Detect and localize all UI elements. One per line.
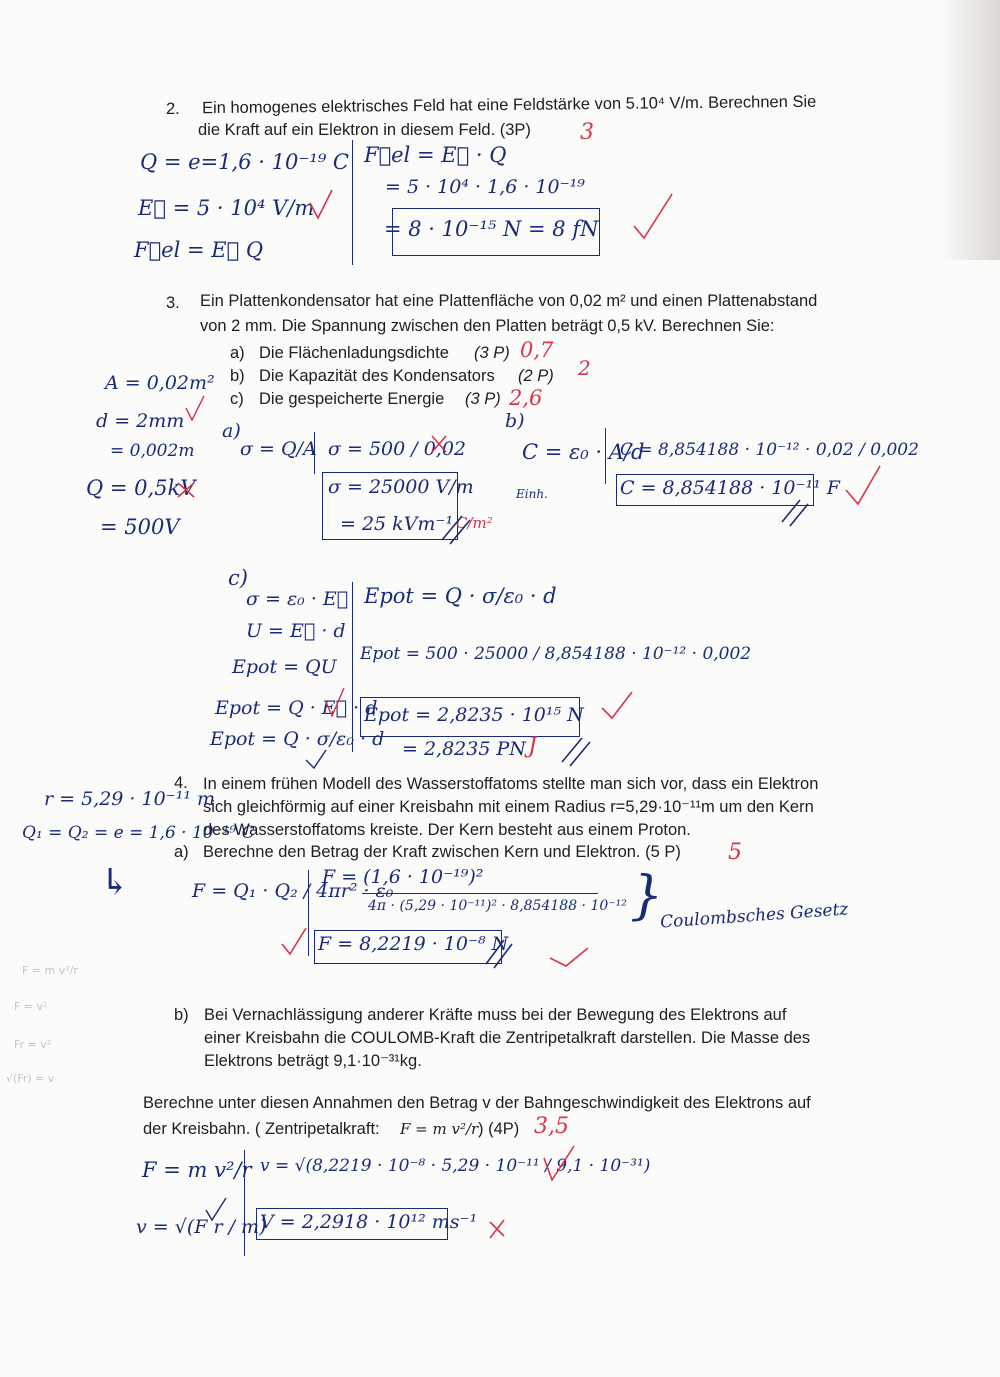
double-stroke-icon bbox=[782, 500, 808, 526]
q3-item-a-points: (3 P) bbox=[474, 344, 510, 362]
cross-icon bbox=[490, 1220, 504, 1238]
q3-given-area: A = 0,02m² bbox=[105, 372, 215, 394]
q4-result: F = 8,2219 · 10⁻⁸ N bbox=[318, 933, 509, 955]
q4-arrow: ↳ bbox=[100, 862, 131, 903]
cross-icon bbox=[178, 483, 194, 497]
q4-text-line3: des Wasserstoffatoms kreiste. Der Kern besteht aus einem Proton. bbox=[203, 821, 691, 839]
q2-given-q: Q = e=1,6 · 10⁻¹⁹ C bbox=[140, 150, 349, 174]
margin-faint-1: F = m v²/r bbox=[22, 964, 78, 977]
q3-item-a-letter: a) bbox=[230, 344, 245, 362]
q2-given-f: F⃗el = E⃗ Q bbox=[134, 238, 264, 262]
cross-icon bbox=[432, 436, 446, 452]
q4-v-calc: v = √(8,2219 · 10⁻⁸ · 5,29 · 10⁻¹¹ / 9,1 · 10⁻³¹) bbox=[260, 1156, 651, 1176]
q4-a-score: 5 bbox=[728, 840, 742, 865]
q3-item-a-score: 0,7 bbox=[520, 338, 554, 362]
q3-c-right-1: Epot = Q · σ/ε₀ · d bbox=[364, 584, 557, 608]
checkmark-icon bbox=[846, 466, 880, 504]
q3-b-unit-check: Einh. bbox=[516, 487, 548, 501]
q4-c-line2b: ) (4P) bbox=[478, 1120, 520, 1138]
q4-given-radius: r = 5,29 · 10⁻¹¹ m bbox=[44, 788, 215, 810]
q3-a-formula: σ = Q/A bbox=[240, 438, 317, 460]
q3-item-b-text: Die Kapazität des Kondensators bbox=[259, 367, 495, 385]
q4-formula: F = Q₁ · Q₂ / 4πr² · ε₀ bbox=[192, 880, 394, 902]
margin-faint-4: √(Fr) = v bbox=[6, 1072, 55, 1085]
q2-score: 3 bbox=[580, 120, 594, 145]
checkmark-icon bbox=[550, 948, 588, 966]
margin-faint-3: Fr = v² bbox=[14, 1038, 52, 1051]
q3-a-label: a) bbox=[222, 420, 241, 442]
checkmark-icon bbox=[306, 750, 326, 768]
q2-calc-1: F⃗el = E⃗ · Q bbox=[364, 143, 507, 167]
q4-v-left-2: v = √(F r / m) bbox=[136, 1216, 267, 1238]
q4-given-charges: Q₁ = Q₂ = e = 1,6 · 10⁻¹⁹ C bbox=[22, 823, 255, 843]
q4-c-score: 3,5 bbox=[534, 1114, 569, 1139]
checkmark-icon bbox=[634, 194, 672, 238]
q4-a-letter: a) bbox=[174, 843, 189, 861]
q3-text-line1: Ein Plattenkondensator hat eine Plattenfläche von 0,02 m² und einen Plattenabstand bbox=[200, 292, 818, 310]
double-stroke-icon bbox=[486, 940, 512, 968]
q3-item-a-text: Die Flächenladungsdichte bbox=[259, 344, 449, 362]
checkmark-icon bbox=[326, 688, 344, 716]
q3-given-voltage: Q = 0,5kV bbox=[86, 476, 196, 500]
q4-brace: } bbox=[630, 866, 664, 926]
checkmark-icon bbox=[186, 396, 204, 420]
q4-b-line2: einer Kreisbahn die COULOMB-Kraft die Zentripetalkraft darstellen. Die Masse des bbox=[204, 1029, 811, 1047]
q3-item-c-letter: c) bbox=[230, 390, 244, 408]
q4-text-line1: In einem frühen Modell des Wasserstoffatoms stellte man sich vor, dass ein Elektron bbox=[203, 775, 819, 793]
q4-c-line2a: der Kreisbahn. ( Zentripetalkraft: bbox=[143, 1120, 380, 1138]
q3-b-label: b) bbox=[505, 410, 525, 432]
q3-item-c-text: Die gespeicherte Energie bbox=[259, 390, 445, 408]
checkmark-icon bbox=[310, 190, 332, 218]
q4-c-line1: Berechne unter diesen Annahmen den Betrag v der Bahngeschwindigkeit des Elektrons auf bbox=[143, 1094, 811, 1112]
q3-given-distance-m: = 0,002m bbox=[110, 441, 195, 461]
q4-b-line1: Bei Vernachlässigung anderer Kräfte muss bei der Bewegung des Elektrons auf bbox=[204, 1006, 787, 1024]
q4-note: Coulombsches Gesetz bbox=[659, 899, 849, 933]
q3-c-result2: = 2,8235 PN bbox=[402, 738, 526, 760]
q3-number: 3. bbox=[166, 294, 180, 312]
q2-given-e: E⃗ = 5 · 10⁴ V/m bbox=[138, 196, 315, 220]
checkmark-icon bbox=[602, 692, 632, 718]
q3-c-left-1: σ = ε₀ · E⃗ bbox=[246, 588, 349, 610]
q2-text-line2: die Kraft auf ein Elektron in diesem Feld. (3P) bbox=[198, 121, 531, 139]
q3-given-voltage-v: = 500V bbox=[100, 515, 180, 539]
q3-c-left-5: Epot = Q · σ/ε₀ · d bbox=[210, 728, 385, 750]
q4-v-result: V = 2,2918 · 10¹² ms⁻¹ bbox=[260, 1211, 478, 1233]
q3-a-calc: σ = 500 / 0,02 bbox=[328, 438, 467, 460]
q3-c-left-2: U = E⃗ · d bbox=[246, 620, 346, 642]
q3-c-correction: J bbox=[528, 734, 537, 759]
q3-given-distance: d = 2mm bbox=[96, 410, 185, 432]
q2-result: = 8 · 10⁻¹⁵ N = 8 fN bbox=[384, 217, 599, 241]
q3-b-result: C = 8,854188 · 10⁻¹¹ F bbox=[620, 477, 840, 499]
q4-a-text: Berechne den Betrag der Kraft zwischen Kern und Elektron. (5 P) bbox=[203, 843, 681, 861]
q3-item-b-points: (2 P) bbox=[518, 367, 554, 385]
q4-v-left-1: F = m v²/r bbox=[142, 1158, 252, 1182]
q3-a-result2: = 25 kVm⁻¹ bbox=[340, 513, 454, 535]
q3-c-label: c) bbox=[228, 566, 248, 590]
q3-b-calc: C = 8,854188 · 10⁻¹² · 0,02 / 0,002 bbox=[620, 440, 919, 460]
q4-b-line3: Elektrons beträgt 9,1·10⁻³¹kg. bbox=[204, 1052, 422, 1070]
q3-a-result1: σ = 25000 V/m bbox=[328, 476, 474, 498]
q3-b-formula: C = ε₀ · A/d bbox=[522, 440, 645, 464]
q3-item-b-letter: b) bbox=[230, 367, 245, 385]
q3-c-left-4: Epot = Q · E⃗ · d bbox=[215, 697, 378, 719]
q3-item-b-score: 2 bbox=[578, 356, 591, 380]
q2-number: 2. bbox=[166, 100, 180, 118]
q3-c-left-3: Epot = QU bbox=[232, 656, 337, 678]
q4-calc-numerator: F = (1,6 · 10⁻¹⁹)² bbox=[322, 866, 484, 888]
q3-item-c-points: (3 P) bbox=[465, 390, 501, 408]
double-stroke-icon bbox=[442, 516, 470, 544]
q3-c-result1: Epot = 2,8235 · 10¹⁵ N bbox=[364, 704, 584, 726]
checkmark-icon bbox=[282, 928, 306, 954]
q2-calc-2: = 5 · 10⁴ · 1,6 · 10⁻¹⁹ bbox=[385, 176, 585, 198]
q4-number: 4. bbox=[174, 774, 188, 792]
checkmark-icon bbox=[206, 1198, 226, 1220]
checkmark-icon bbox=[544, 1146, 574, 1180]
q4-b-letter: b) bbox=[174, 1006, 189, 1024]
q3-item-c-score: 2,6 bbox=[509, 386, 543, 410]
double-stroke-icon bbox=[562, 738, 590, 766]
q3-a-correction: C/m² bbox=[456, 514, 493, 532]
q2-text-line1: Ein homogenes elektrisches Feld hat eine Feldstärke von 5.10⁴ V/m. Berechnen Sie bbox=[201, 92, 817, 118]
q4-calc-denominator: 4π · (5,29 · 10⁻¹¹)² · 8,854188 · 10⁻¹² bbox=[368, 898, 627, 914]
q3-c-right-2: Epot = 500 · 25000 / 8,854188 · 10⁻¹² · 0,002 bbox=[360, 644, 752, 664]
q4-c-formula: F = m v²/r bbox=[400, 1120, 479, 1138]
q4-text-line2: sich gleichförmig auf einer Kreisbahn mit einem Radius r=5,29·10⁻¹¹m um den Kern bbox=[203, 798, 814, 816]
margin-faint-2: F = v² bbox=[14, 1000, 48, 1013]
q3-text-line2: von 2 mm. Die Spannung zwischen den Platten beträgt 0,5 kV. Berechnen Sie: bbox=[200, 317, 775, 335]
